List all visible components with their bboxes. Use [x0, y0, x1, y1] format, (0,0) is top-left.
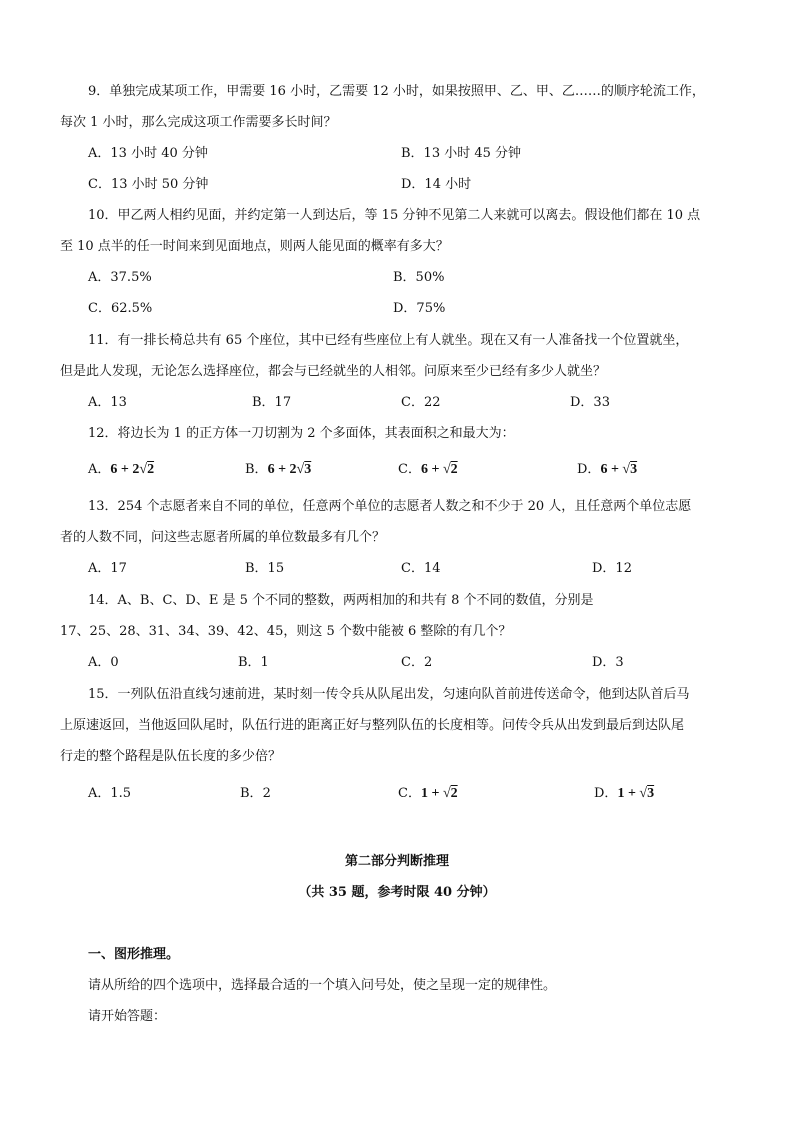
q12-option-b-letter: B． — [245, 462, 268, 477]
q12-option-a-expr: 6 + 2 — [110, 462, 140, 477]
q11-option-a[interactable]: A．13 — [88, 395, 127, 410]
q11-stem-line1: 11．有一排长椅总共有 65 个座位，其中已经有些座位上有人就坐。现在又有一人准备找一个位置就坐， — [88, 333, 689, 348]
q15-option-d-letter: D． — [594, 786, 618, 801]
q9-option-d[interactable]: D．14 小时 — [401, 177, 472, 192]
q9-option-b[interactable]: B．13 小时 45 分钟 — [401, 146, 522, 161]
q10-stem-line1: 10．甲乙两人相约见面，并约定第一人到达后，等 15 分钟不见第二人来就可以离去。假设他们都在 10 点 — [88, 208, 701, 223]
q10-option-a[interactable]: A．37.5% — [88, 270, 152, 285]
q14-option-d[interactable]: D．3 — [592, 655, 624, 670]
q12-option-b[interactable]: B．6 + 2√3 — [245, 462, 312, 477]
q14-stem-line2: 17、25、28、31、34、39、42、45，则这 5 个数中能被 6 整除的有几个？ — [60, 624, 512, 639]
q9-option-c[interactable]: C．13 小时 50 分钟 — [88, 177, 209, 192]
q9-option-a[interactable]: A．13 小时 40 分钟 — [88, 146, 208, 161]
q11-option-d[interactable]: D．33 — [570, 395, 610, 410]
q13-stem-line1: 13．254 个志愿者来自不同的单位，任意两个单位的志愿者人数之和不少于 20 人，且任意两个单位志愿 — [88, 499, 692, 514]
q12-option-d[interactable]: D．6 + √3 — [577, 462, 638, 477]
q15-stem-line3: 行走的整个路程是队伍长度的多少倍？ — [60, 749, 282, 764]
q15-option-a[interactable] — [88, 782, 131, 801]
q15-stem-line1: 15．一列队伍沿直线匀速前进，某时刻一传令兵从队尾出发，匀速向队首前进传送命令，他到达队首后马 — [88, 687, 690, 702]
q11-option-c[interactable]: C．22 — [401, 395, 441, 410]
section-heading: 一、图形推理。 — [88, 947, 180, 962]
q12-option-b-expr: 6 + 2 — [267, 462, 297, 477]
q15-option-b[interactable] — [240, 782, 271, 801]
q15-option-d[interactable]: D．1 + √3 — [594, 786, 655, 801]
q11-stem-line2: 但是此人发现，无论怎么选择座位，都会与已经就坐的人相邻。问原来至少已经有多少人就坐？ — [60, 364, 607, 379]
q15-option-c-expr: 1 + — [420, 786, 443, 801]
q15-option-a-text: 1.5 — [110, 786, 132, 801]
q15-option-c-radicand: 2 — [450, 786, 458, 801]
q14-option-b[interactable]: B．1 — [238, 655, 269, 670]
q12-option-c-expr: 6 + — [420, 462, 443, 477]
q12-option-d-radicand: 3 — [630, 462, 638, 477]
q15-stem-line2: 上原速返回，当他返回队尾时，队伍行进的距离正好与整列队伍的长度相等。问传令兵从出发到最后到达队尾 — [60, 718, 685, 733]
q13-option-b[interactable]: B．15 — [245, 561, 285, 576]
q13-stem-line2: 者的人数不同，问这些志愿者所属的单位数最多有几个？ — [60, 530, 386, 545]
q10-option-d[interactable]: D．75% — [393, 301, 446, 316]
q9-stem-line1: 9．单独完成某项工作，甲需要 16 小时，乙需要 12 小时，如果按照甲、乙、甲、乙……的顺序轮流工作， — [88, 84, 705, 99]
q14-stem-line1: 14．A、B、C、D、E 是 5 个不同的整数，两两相加的和共有 8 个不同的数值，分别是 — [88, 593, 594, 608]
q15-option-d-radicand: 3 — [647, 786, 655, 801]
q15-option-c[interactable]: C．1 + √2 — [398, 786, 458, 801]
part2-title: 第二部分判断推理 — [344, 854, 449, 869]
q13-option-d[interactable]: D．12 — [592, 561, 632, 576]
q12-option-a-letter: A． — [88, 462, 111, 477]
q12-option-b-radicand: 3 — [304, 462, 312, 477]
q15-option-a-letter: A． — [88, 786, 111, 801]
q14-option-a[interactable]: A．0 — [88, 655, 119, 670]
q9-stem-line2: 每次 1 小时，那么完成这项工作需要多长时间？ — [60, 115, 337, 130]
q10-stem-line2: 至 10 点半的任一时间来到见面地点，则两人能见面的概率有多大？ — [60, 239, 449, 254]
q12-option-c-letter: C． — [398, 462, 421, 477]
q15-option-c-letter: C． — [398, 786, 421, 801]
q11-option-b[interactable]: B．17 — [252, 395, 292, 410]
q15-option-b-text: 2 — [262, 786, 271, 801]
q13-option-a[interactable]: A．17 — [88, 561, 127, 576]
q15-option-b-letter: B． — [240, 786, 263, 801]
q12-option-a[interactable]: A．6 + 2√2 — [88, 462, 155, 477]
q12-stem: 12．将边长为 1 的正方体一刀切割为 2 个多面体，其表面积之和最大为： — [88, 426, 515, 441]
start-prompt: 请开始答题： — [88, 1009, 167, 1024]
q13-option-c[interactable]: C．14 — [401, 561, 441, 576]
q10-option-c[interactable]: C．62.5% — [88, 301, 153, 316]
part2-subtitle: （共 35 题，参考时限 40 分钟） — [298, 885, 496, 900]
section-instruction: 请从所给的四个选项中，选择最合适的一个填入问号处，使之呈现一定的规律性。 — [88, 978, 557, 993]
q12-option-c[interactable]: C．6 + √2 — [398, 462, 458, 477]
q12-option-a-radicand: 2 — [147, 462, 155, 477]
q10-option-b[interactable]: B．50% — [393, 270, 445, 285]
q14-option-c[interactable]: C．2 — [401, 655, 433, 670]
q15-option-d-expr: 1 + — [617, 786, 640, 801]
q12-option-c-radicand: 2 — [450, 462, 458, 477]
q12-option-d-expr: 6 + — [600, 462, 623, 477]
q12-option-d-letter: D． — [577, 462, 601, 477]
